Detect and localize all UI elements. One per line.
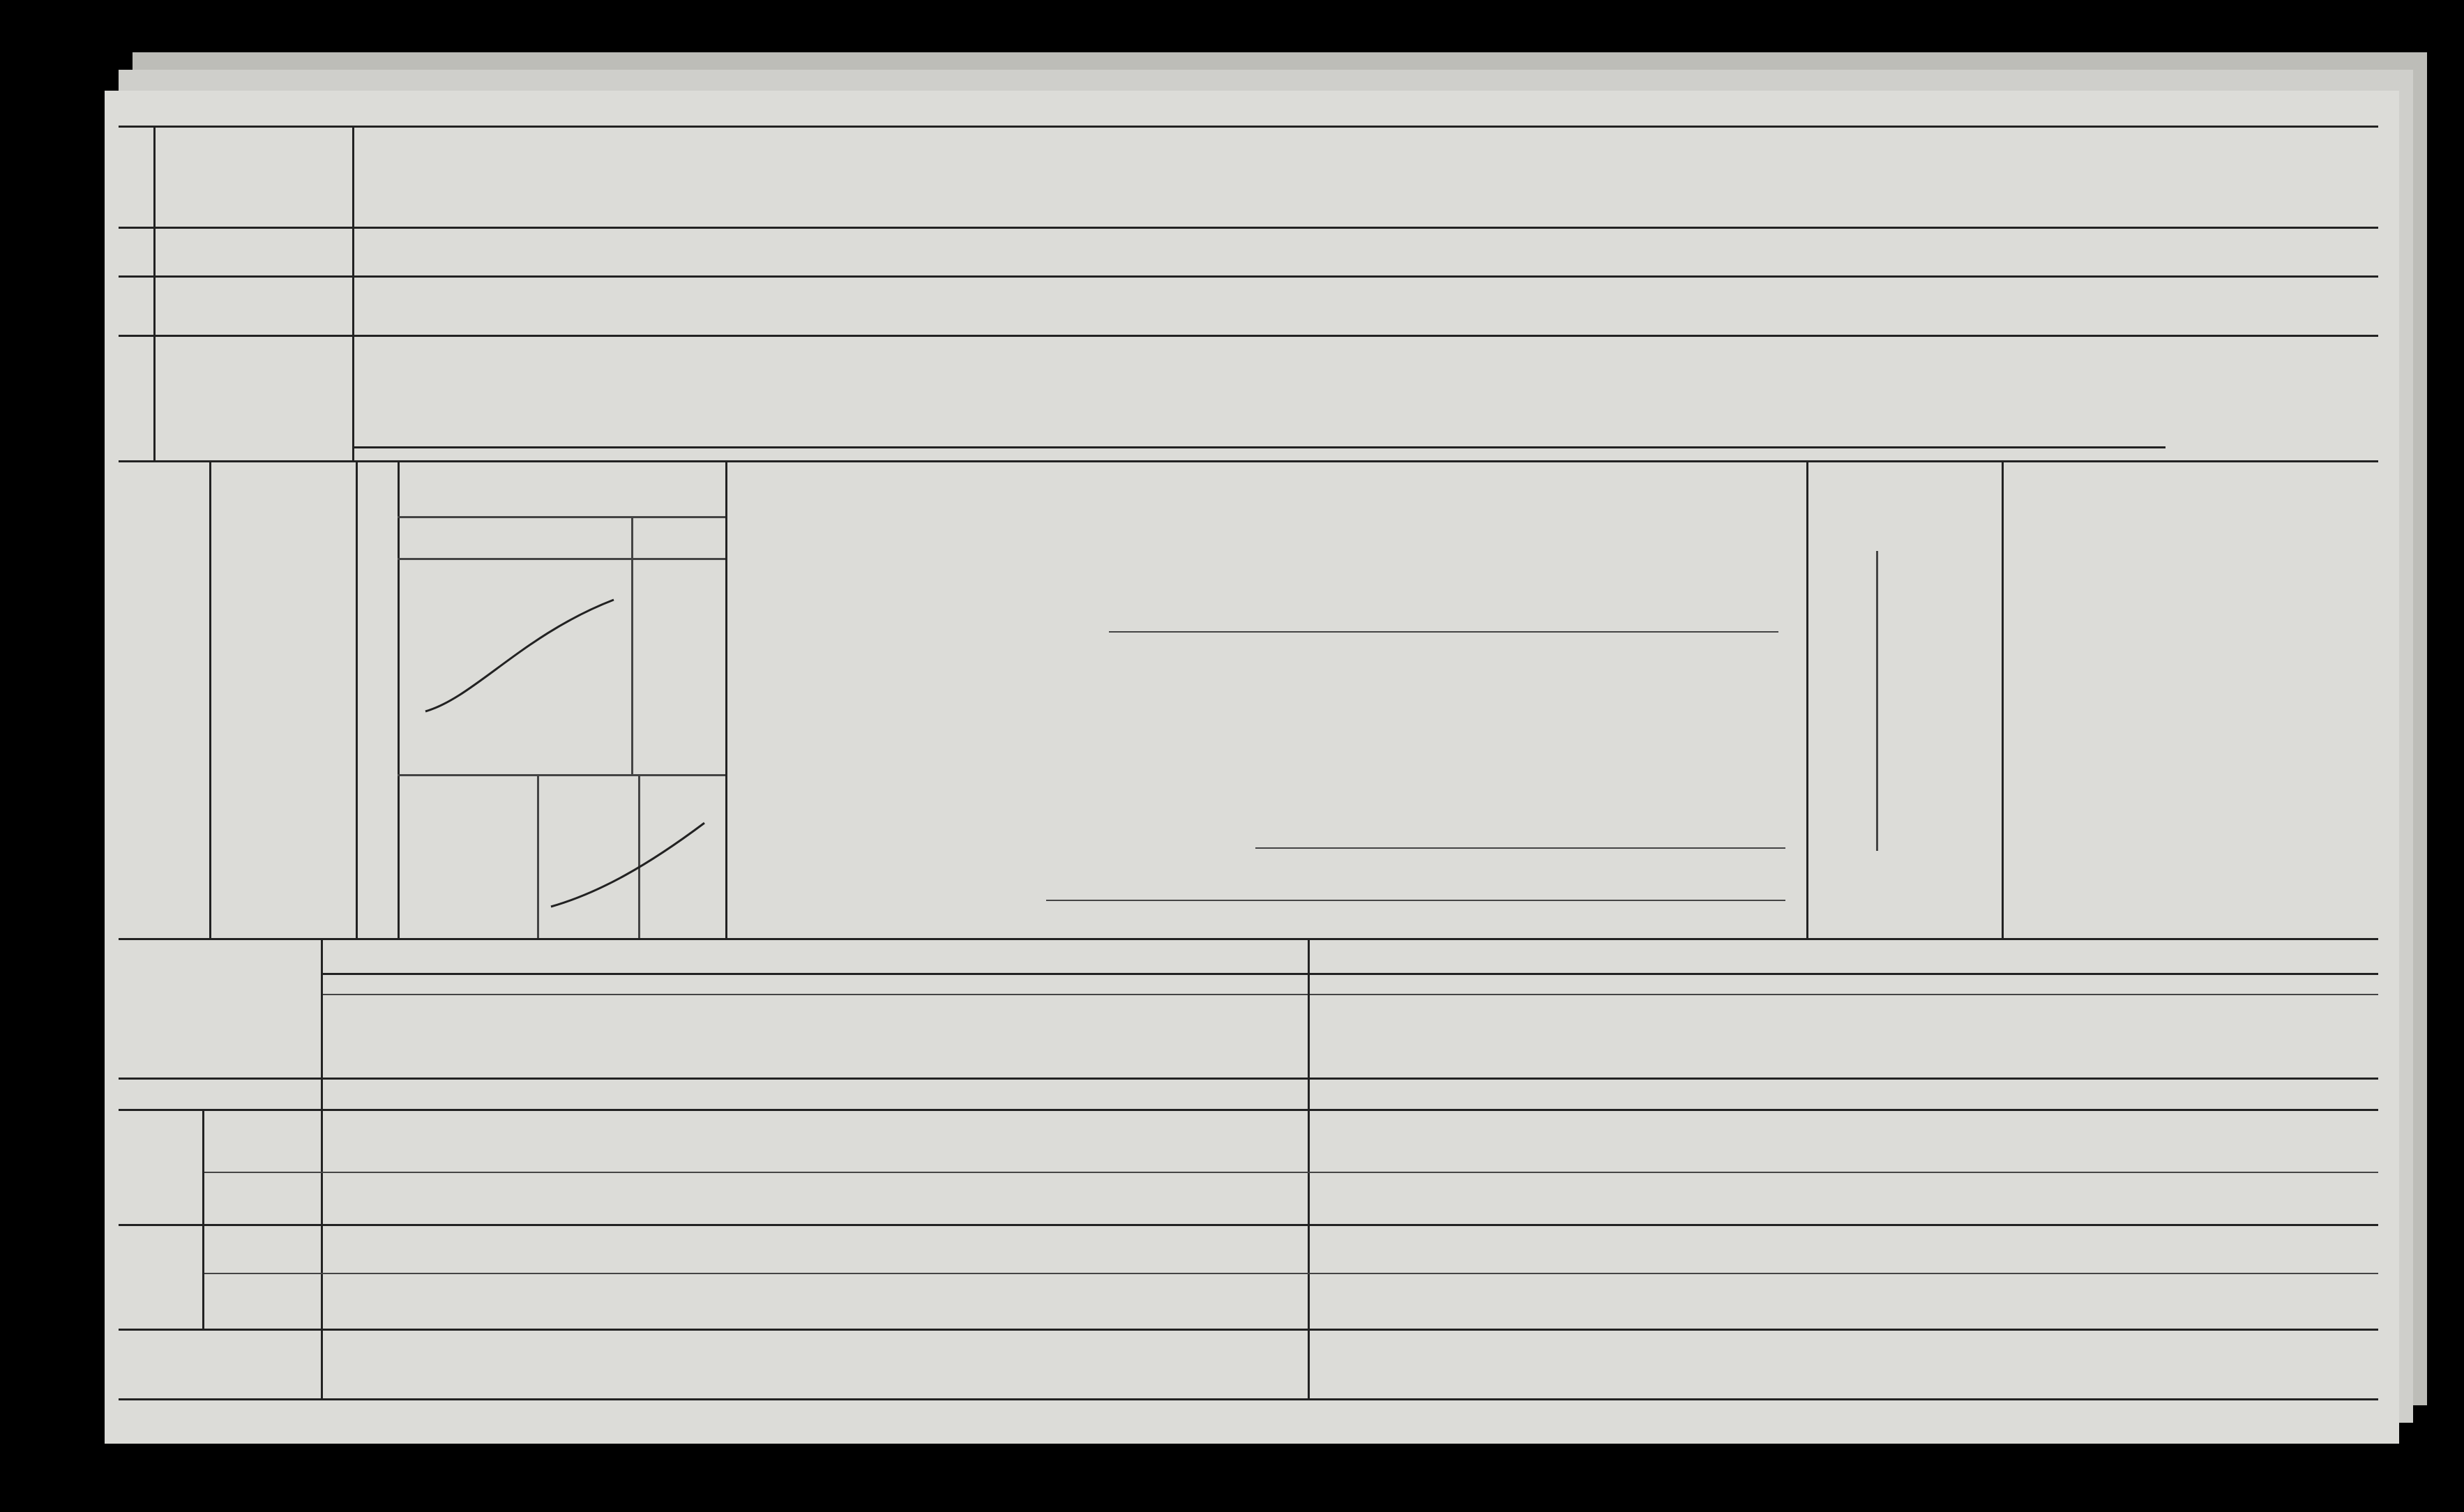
rule — [209, 460, 211, 938]
trade-strike — [418, 572, 628, 753]
rule — [321, 973, 2378, 975]
rule — [119, 335, 2378, 337]
rule — [398, 774, 725, 776]
answer-line — [1046, 900, 1785, 901]
answer-line — [1109, 631, 1778, 633]
rule — [398, 558, 725, 560]
rule — [1806, 460, 1808, 938]
rule — [321, 994, 2378, 995]
rule — [352, 126, 354, 460]
census-card — [105, 91, 2399, 1444]
rule — [356, 460, 358, 938]
rule — [119, 938, 2378, 940]
rule — [119, 1078, 2378, 1080]
rule — [202, 1273, 2378, 1274]
rule — [1876, 551, 1878, 851]
garden-strike — [544, 809, 718, 935]
rule — [119, 1398, 2378, 1400]
rule — [119, 126, 2378, 128]
rule — [537, 774, 539, 938]
rule — [119, 275, 2378, 278]
rule — [119, 1224, 2378, 1226]
rule — [725, 460, 727, 938]
rule — [153, 126, 156, 460]
rule — [398, 460, 400, 938]
rule — [352, 446, 2166, 448]
rule — [631, 516, 633, 774]
rule — [119, 1329, 2378, 1331]
rule — [398, 516, 725, 518]
rule — [119, 227, 2378, 229]
rule — [2002, 460, 2004, 938]
rule — [202, 1109, 204, 1329]
rule — [202, 1172, 2378, 1173]
rule — [119, 1109, 2378, 1111]
rule — [119, 460, 2378, 462]
answer-line — [1255, 847, 1785, 849]
